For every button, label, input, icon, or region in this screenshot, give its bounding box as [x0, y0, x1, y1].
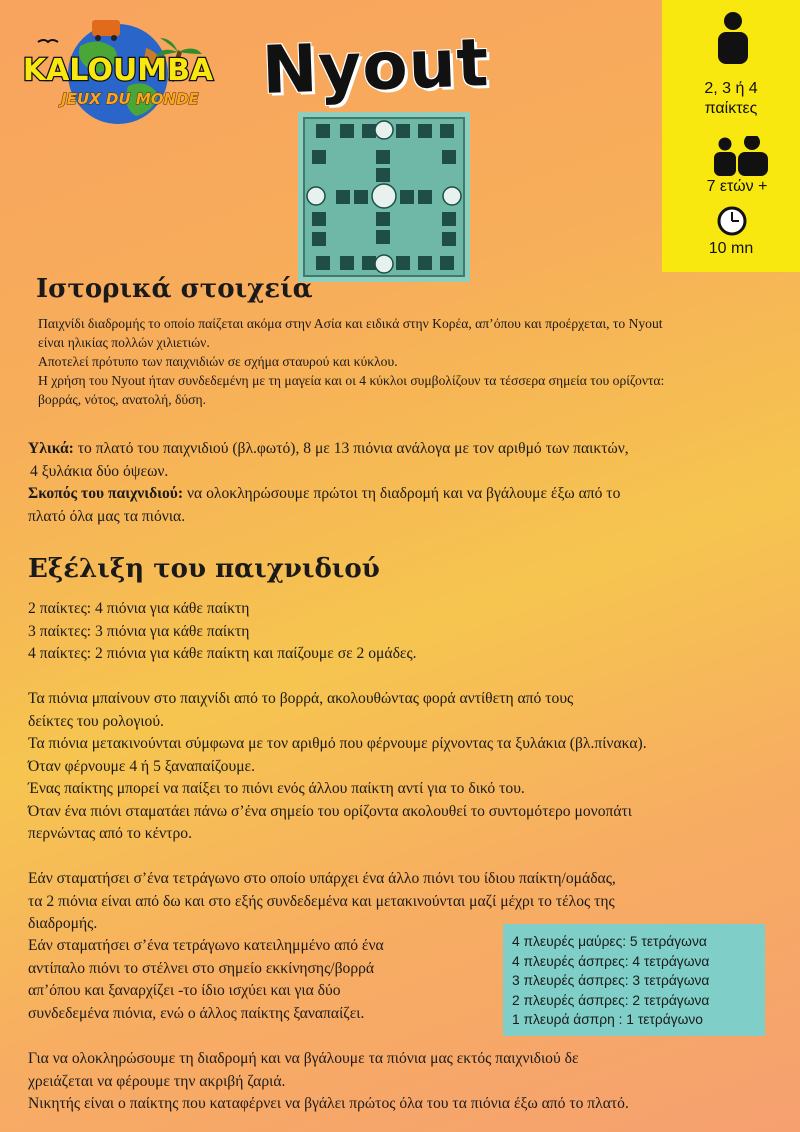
same-line: διαδρομής. [28, 915, 98, 932]
history-line: Αποτελεί πρότυπο των παιχνιδιών σε σχήμα σταυρού και κύκλου. [38, 354, 398, 369]
score-row: 4 πλευρές άσπρες: 4 τετράγωνα [512, 953, 710, 969]
setup-line: 3 παίκτες: 3 πιόνια για κάθε παίκτη [28, 622, 250, 640]
age-icon [714, 136, 770, 176]
history-line: Παιχνίδι διαδρομής το οποίο παίζεται ακόμα στην Ασία και ειδικά στην Κορέα, απ’όπου και προέρχεται, το Nyout [38, 316, 663, 331]
score-row: 3 πλευρές άσπρες: 3 τετράγωνα [512, 973, 710, 989]
score-row: 1 πλευρά άσπρη : 1 τετράγωνο [512, 1012, 703, 1028]
score-table [503, 924, 765, 1036]
logo-name: KALOUMBA [22, 53, 214, 88]
goal-text: να ολοκληρώσουμε πρώτοι τη διαδρομή και να βγάλουμε έξω από το [183, 485, 621, 502]
age-label: 7 ετών + [706, 178, 768, 195]
materials-text-2: 4 ξυλάκια δύο όψεων. [30, 462, 169, 480]
rules-text [28, 688, 798, 846]
rules-line: Όταν φέρνουμε 4 ή 5 ξαναπαίζουμε. [28, 757, 255, 775]
rules-line: Τα πιόνια μπαίνουν στο παιχνίδι από το βορρά, ακολουθώντας φορά αντίθετη από τους [28, 690, 574, 707]
duration-label: 10 mn [708, 240, 754, 257]
setup-line: 4 παίκτες: 2 πιόνια για κάθε παίκτη και παίζουμε σε 2 ομάδες. [28, 645, 417, 662]
setup-line: 2 παίκτες: 4 πιόνια για κάθε παίκτη [28, 600, 250, 617]
materials-label: Υλικά: [28, 440, 74, 457]
end-line: Για να ολοκληρώσουμε τη διαδρομή και να βγάλουμε τα πιόνια μας εκτός παιχνιδιού δε [28, 1050, 579, 1067]
same-line: τα 2 πιόνια είναι από δω και στο εξής συνδεδεμένα και μετακινούνται μαζί μέχρι το τέλος της [28, 892, 615, 910]
logo-tagline: JEUX DU MONDE [61, 90, 199, 108]
enemy-line: απ’όπου και ξαναρχίζει -το ίδιο ισχύει και για δύο [28, 982, 341, 999]
same-line: Εάν σταματήσει σ’ένα τετράγωνο στο οποίο υπάρχει ένα άλλο πιόνι του ίδιου παίκτη/ομάδας, [28, 870, 616, 887]
progress-heading: Εξέλιξη του παιχνιδιού [28, 554, 380, 584]
score-row: 2 πλευρές άσπρες: 2 τετράγωνα [512, 992, 710, 1008]
goal-text-2: πλατό όλα μας τα πιόνια. [28, 507, 186, 525]
players-word: παίκτες [704, 100, 758, 117]
goal-line [28, 483, 788, 506]
enemy-line: συνδεδεμένα πιόνια, ενώ ο άλλος παίκτης ξαναπαίζει. [28, 1004, 365, 1022]
enemy-line: Εάν σταματήσει σ’ένα τετράγωνο κατειλημμένο από ένα [28, 937, 384, 954]
materials-line [28, 438, 788, 461]
goal-label: Σκοπός του παιχνιδιού: [28, 485, 184, 502]
rules-line: δείκτες του ρολογιού. [28, 712, 164, 730]
kaloumba-logo [18, 8, 218, 130]
history-line: Η χρήση του Nyout ήταν συνδεδεμένη με τη μαγεία και οι 4 κύκλοι συμβολίζουν τα τέσσερα σημεία του ορίζοντα: [38, 373, 665, 388]
board-photo [298, 112, 470, 282]
rules-line: περνώντας από το κέντρο. [28, 825, 192, 842]
players-setup [28, 598, 788, 666]
history-heading: Ιστορικά στοιχεία [36, 274, 313, 304]
history-line: βορράς, νότος, ανατολή, δύση. [38, 392, 206, 407]
opponent-text [28, 935, 498, 1025]
history-text [38, 314, 788, 409]
ending-text [28, 1048, 798, 1116]
info-box [662, 0, 800, 272]
materials-goal [28, 438, 788, 528]
score-row: 4 πλευρές μαύρες: 5 τετράγωνα [512, 934, 707, 949]
materials-text: το πλατό του παιχνιδιού (βλ.φωτό), 8 με 13 πιόνια ανάλογα με τον αριθμό των παικτών, [73, 440, 629, 457]
end-line: χρειάζεται να φέρουμε την ακριβή ζαριά. [28, 1072, 286, 1090]
history-line: είναι ηλικίας πολλών χιλιετιών. [38, 335, 210, 350]
enemy-line: αντίπαλο πιόνι το στέλνει στο σημείο εκκίνησης/βορρά [28, 959, 375, 977]
page-title: Nyout [260, 24, 491, 109]
clock-icon [717, 206, 747, 236]
rules-line: Ένας παίκτης μπορεί να παίξει το πιόνι ενός άλλου παίκτη αντί για το δικό του. [28, 780, 525, 797]
rules-line: Τα πιόνια μετακινούνται σύμφωνα με τον αριθμό που φέρνουμε ρίχνοντας τα ξυλάκια (βλ.πίνακα). [28, 735, 647, 752]
end-line: Νικητής είναι ο παίκτης που καταφέρνει να βγάλει πρώτος όλα του τα πιόνια έξω από το πλατό. [28, 1095, 629, 1112]
players-count: 2, 3 ή 4 [704, 80, 758, 97]
player-icon [716, 12, 750, 64]
rules-line: Όταν ένα πιόνι σταματάει πάνω σ’ένα σημείο του ορίζοντα ακολουθεί το συντομότερο μονοπάτι [28, 802, 633, 820]
